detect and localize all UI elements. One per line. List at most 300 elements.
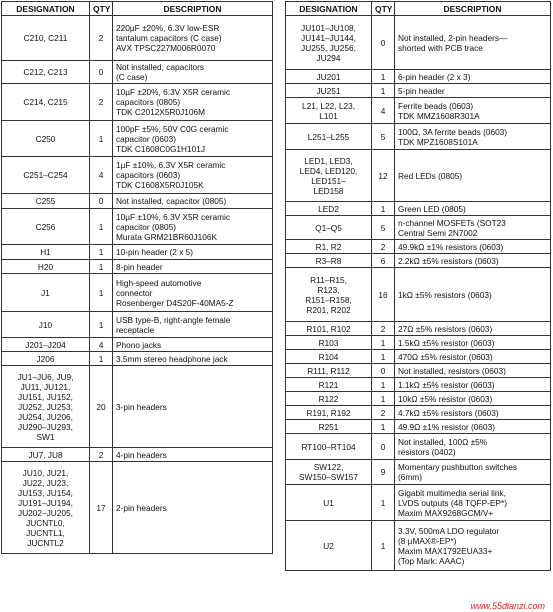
description-cell-line: 2.2kΩ ±5% resistors (0603) — [398, 255, 499, 266]
table-row — [286, 322, 551, 336]
qty-cell-line: 1 — [380, 379, 386, 390]
designation-cell-line: H20 — [37, 261, 54, 272]
designation-cell — [286, 521, 372, 571]
qty-cell-line: 6 — [380, 255, 386, 266]
description-cell — [395, 364, 551, 378]
designation-cell-line: U2 — [323, 540, 334, 551]
designation-cell — [286, 216, 372, 240]
description-cell-line: 1µF ±10%, 6.3V X5R ceramic — [116, 160, 226, 170]
designation-cell — [286, 70, 372, 84]
description-cell-line: 27Ω ±5% resistors (0603) — [398, 323, 493, 334]
description-cell — [113, 260, 273, 274]
qty-cell — [372, 240, 395, 254]
qty-cell-line: 4 — [380, 105, 386, 116]
qty-cell — [372, 216, 395, 240]
qty-cell — [90, 312, 113, 338]
designation-cell-line: JU10, JU21, — [22, 467, 69, 478]
table-row — [286, 124, 551, 150]
designation-cell-line: H1 — [40, 247, 51, 257]
description-cell — [395, 322, 551, 336]
designation-cell-line: JU191–JU194, — [18, 497, 73, 508]
qty-cell-line: 1 — [98, 133, 104, 144]
table-row — [286, 216, 551, 240]
description-cell-line: receptacle — [116, 324, 155, 335]
qty-cell — [372, 392, 395, 406]
bom-body-right — [286, 16, 551, 571]
description-cell — [395, 202, 551, 216]
description-cell-line: 10µF ±20%, 6.3V X5R ceramic — [116, 87, 231, 97]
qty-cell-line: 1 — [98, 319, 104, 330]
designation-cell-line: JU151, JU152, — [18, 391, 73, 402]
description-cell-line: TDK MPZ1608S101A — [398, 136, 478, 147]
qty-cell — [372, 16, 395, 70]
designation-cell-line: C256 — [35, 221, 56, 232]
qty-cell — [372, 150, 395, 202]
header-row — [2, 2, 273, 16]
description-cell — [395, 124, 551, 150]
table-row — [286, 378, 551, 392]
description-cell-line: shorted with PCB trace — [398, 42, 483, 53]
description-cell-line: tantalum capacitors (C case) — [116, 33, 222, 43]
qty-cell-line: 0 — [98, 196, 104, 206]
designation-cell-line: JU7, JU8 — [28, 449, 63, 460]
designation-cell-line: C250 — [35, 133, 56, 144]
description-cell-line: Maxim MAX9268GCM/V+ — [398, 507, 494, 518]
designation-cell-line: C210, C211 — [23, 33, 68, 43]
watermark-text: www.55dianzi.com — [470, 601, 545, 611]
qty-cell — [372, 84, 395, 98]
qty-cell-line: 1 — [98, 261, 104, 272]
qty-cell-line: 16 — [378, 289, 388, 300]
qty-cell-line: 5 — [380, 131, 386, 142]
qty-cell-line: 1 — [380, 421, 386, 432]
designation-cell-line: LED4, LED120, — [299, 165, 358, 176]
qty-cell — [372, 364, 395, 378]
qty-cell — [372, 521, 395, 571]
qty-cell — [372, 420, 395, 434]
description-cell — [395, 240, 551, 254]
qty-header: QTY — [372, 2, 395, 16]
description-cell-line: TDK C1608X5R0J105K — [116, 180, 204, 190]
description-cell — [395, 406, 551, 420]
description-cell-line: TDK C2012X5R0J106M — [116, 107, 206, 117]
designation-cell-line: R103 — [318, 337, 339, 348]
description-cell — [113, 274, 273, 312]
description-cell — [113, 312, 273, 338]
description-cell-line: Red LEDs (0805) — [398, 170, 463, 181]
designation-cell — [286, 420, 372, 434]
description-cell-line: 1.1kΩ ±5% resistor (0603) — [398, 379, 495, 390]
description-cell-line: connector — [116, 287, 153, 298]
qty-cell — [372, 336, 395, 350]
description-cell — [113, 352, 273, 366]
description-cell-line: 49.9Ω ±1% resistor (0603) — [398, 421, 495, 432]
designation-cell-line: C214, C215 — [23, 97, 68, 107]
designation-cell-line: JU290–JU293, — [18, 421, 73, 432]
description-cell — [395, 434, 551, 460]
designation-cell-line: SW122, — [313, 462, 344, 472]
designation-cell-line: JU294 — [316, 52, 341, 63]
qty-cell-line: 1 — [380, 203, 386, 214]
qty-cell — [372, 406, 395, 420]
description-cell-line: 2-pin headers — [116, 502, 167, 513]
description-cell-line: capacitor (0603) — [116, 133, 176, 144]
table-row — [2, 157, 273, 194]
designation-header: DESIGNATION — [2, 2, 90, 16]
designation-cell — [286, 150, 372, 202]
designation-cell — [286, 378, 372, 392]
designation-cell-line: LED1, LED3, — [304, 155, 353, 166]
qty-cell-line: 4 — [98, 170, 104, 180]
description-cell — [113, 84, 273, 121]
designation-cell — [286, 202, 372, 216]
table-row — [286, 521, 551, 571]
designation-cell — [286, 336, 372, 350]
designation-cell-line: R201, R202 — [306, 304, 351, 315]
description-cell — [395, 70, 551, 84]
qty-cell-line: 9 — [380, 467, 386, 477]
table-row — [286, 98, 551, 124]
designation-cell-line: Q1–Q5 — [315, 222, 342, 233]
qty-cell-line: 1 — [98, 221, 104, 232]
designation-cell-line: JU254, JU206, — [18, 411, 73, 422]
designation-cell-line: C212, C213 — [23, 67, 68, 77]
table-row — [2, 274, 273, 312]
description-cell — [395, 485, 551, 521]
table-row — [286, 460, 551, 485]
qty-cell — [90, 260, 113, 274]
description-cell-line: TDK MMZ1608R301A — [398, 110, 480, 121]
description-cell-line: resistors (0402) — [398, 446, 456, 457]
designation-cell-line: JU101–JU108, — [301, 22, 356, 33]
table-row — [286, 254, 551, 268]
designation-cell-line: R111, R112 — [307, 365, 350, 376]
description-cell-line: Momentary pushbutton switches — [398, 462, 517, 472]
designation-cell-line: SW150–SW157 — [298, 472, 359, 482]
description-cell-line: 100pF ±5%, 50V C0G ceramic — [116, 123, 229, 134]
description-cell-line: Murata GRM21BR60J106K — [116, 231, 217, 242]
description-cell-line: 3-pin headers — [116, 401, 167, 412]
designation-cell — [286, 240, 372, 254]
qty-header: QTY — [90, 2, 113, 16]
designation-cell-line: U1 — [323, 497, 334, 508]
designation-cell — [2, 352, 90, 366]
designation-cell-line: L251–L255 — [307, 131, 350, 142]
qty-cell-line: 1 — [380, 540, 386, 551]
qty-cell — [90, 209, 113, 245]
designation-cell-line: JU11, JU121, — [20, 381, 71, 392]
bom-table-right — [285, 1, 551, 571]
description-cell-line: 3.5mm stereo headphone jack — [116, 353, 228, 364]
designation-cell-line: JU141–JU144, — [301, 32, 356, 43]
qty-cell — [90, 448, 113, 462]
designation-cell — [286, 350, 372, 364]
table-row — [2, 462, 273, 554]
description-cell — [395, 460, 551, 485]
designation-cell-line: R104 — [318, 351, 339, 362]
description-cell-line: 49.9kΩ ±1% resistors (0603) — [398, 241, 504, 252]
designation-cell — [286, 84, 372, 98]
description-cell-line: Rosenberger D4S20F-40MA5-Z — [116, 297, 234, 308]
designation-cell — [2, 312, 90, 338]
description-cell-line: Green LED (0805) — [398, 203, 466, 214]
designation-cell — [286, 124, 372, 150]
qty-cell-line: 5 — [380, 222, 386, 233]
description-cell-line: (8 µMAX®-EP*) — [398, 535, 457, 546]
table-row — [286, 70, 551, 84]
description-cell — [113, 157, 273, 194]
designation-cell-line: R101, R102 — [306, 323, 351, 334]
qty-cell-line: 2 — [98, 449, 104, 460]
description-cell — [113, 194, 273, 209]
qty-cell-line: 1 — [380, 85, 386, 96]
designation-cell — [2, 194, 90, 209]
qty-cell-line: 2 — [380, 323, 386, 334]
description-cell — [395, 84, 551, 98]
description-cell — [395, 98, 551, 124]
description-cell — [395, 150, 551, 202]
table-row — [2, 121, 273, 157]
table-row — [286, 202, 551, 216]
qty-cell-line: 4 — [98, 339, 104, 350]
table-row — [286, 434, 551, 460]
designation-cell-line: R151–R158, — [305, 294, 352, 305]
qty-cell — [372, 322, 395, 336]
description-cell — [113, 448, 273, 462]
designation-cell-line: JU153, JU154, — [18, 487, 73, 498]
designation-cell-line: R121 — [318, 379, 339, 390]
table-row — [2, 312, 273, 338]
table-row — [2, 352, 273, 366]
description-cell-line: LVDS outputs (48 TQFP-EP*) — [398, 497, 507, 508]
designation-cell-line: LED158 — [313, 185, 344, 196]
description-cell-line: Central Semi 2N7002 — [398, 227, 478, 238]
designation-cell — [2, 338, 90, 352]
description-cell — [395, 16, 551, 70]
table-row — [2, 84, 273, 121]
description-cell-line: 10-pin header (2 x 5) — [116, 247, 194, 257]
designation-cell-line: L101 — [319, 110, 338, 121]
designation-cell-line: JU251 — [316, 85, 341, 96]
description-cell-line: Phono jacks — [116, 339, 162, 350]
description-cell-line: Not installed, 100Ω ±5% — [398, 436, 488, 447]
description-cell — [395, 254, 551, 268]
qty-cell — [372, 202, 395, 216]
description-cell-line: AVX TPSC227M006R0070 — [116, 43, 216, 53]
description-cell — [395, 336, 551, 350]
table-row — [2, 366, 273, 448]
description-cell-line: Gigabit multimedia serial link, — [398, 487, 506, 498]
description-cell-line: 220µF ±20%, 6.3V low-ESR — [116, 23, 220, 33]
description-cell — [395, 268, 551, 322]
table-row — [286, 240, 551, 254]
table-row — [286, 268, 551, 322]
description-cell — [395, 392, 551, 406]
table-row — [2, 194, 273, 209]
description-cell-line: 100Ω, 3A ferrite beads (0603) — [398, 126, 508, 137]
designation-cell-line: JU202–JU205, — [18, 507, 73, 518]
designation-cell-line: R123, — [317, 284, 340, 295]
qty-cell-line: 12 — [378, 170, 388, 181]
description-cell-line: 1kΩ ±5% resistors (0603) — [398, 289, 492, 300]
designation-cell — [286, 485, 372, 521]
qty-cell — [90, 121, 113, 157]
qty-cell-line: 1 — [380, 71, 386, 82]
designation-cell-line: R3–R8 — [315, 255, 342, 266]
table-row — [286, 392, 551, 406]
designation-cell — [2, 84, 90, 121]
designation-cell-line: JU1–JU6, JU9, — [17, 371, 74, 382]
designation-cell — [286, 322, 372, 336]
description-cell-line: 8-pin header — [116, 261, 163, 272]
table-row — [2, 448, 273, 462]
qty-cell — [90, 84, 113, 121]
description-cell — [395, 216, 551, 240]
designation-cell-line: LED2 — [318, 203, 339, 214]
qty-cell — [90, 16, 113, 61]
designation-cell — [2, 274, 90, 312]
designation-cell-line: R11–R15, — [310, 274, 347, 285]
table-row — [286, 16, 551, 70]
bom-table-left — [1, 1, 273, 554]
table-row — [2, 338, 273, 352]
table-row — [286, 84, 551, 98]
designation-cell — [2, 260, 90, 274]
designation-cell-line: J10 — [38, 319, 53, 330]
description-cell — [113, 61, 273, 84]
designation-cell-line: JU252, JU253, — [18, 401, 73, 412]
qty-cell — [372, 268, 395, 322]
description-cell-line: Not installed, 2-pin headers— — [398, 32, 508, 43]
description-cell-line: TDK C1608C0G1H101J — [116, 143, 206, 154]
designation-cell-line: JU255, JU256, — [301, 42, 356, 53]
designation-cell — [2, 157, 90, 194]
description-cell-line: 10µF ±10%, 6.3V X5R ceramic — [116, 211, 231, 222]
designation-cell-line: JUCNTL0, — [26, 517, 65, 528]
designation-cell — [2, 61, 90, 84]
description-cell-line: capacitors (0603) — [116, 170, 181, 180]
description-cell-line: 6-pin header (2 x 3) — [398, 71, 471, 82]
qty-cell-line: 17 — [96, 502, 106, 513]
description-cell-line: 4.7kΩ ±5% resistors (0603) — [398, 407, 499, 418]
description-cell-line: 1.5kΩ ±5% resistor (0603) — [398, 337, 495, 348]
qty-cell-line: 1 — [98, 247, 104, 257]
designation-cell-line: R122 — [318, 393, 339, 404]
table-row — [286, 364, 551, 378]
table-row — [2, 61, 273, 84]
description-cell-line: 3.3V, 500mA LDO regulator — [398, 525, 500, 536]
qty-cell-line: 2 — [98, 97, 104, 107]
qty-cell-line: 1 — [380, 337, 386, 348]
table-row — [286, 485, 551, 521]
table-row — [2, 209, 273, 245]
designation-cell — [286, 98, 372, 124]
qty-cell — [90, 462, 113, 554]
qty-cell — [90, 274, 113, 312]
designation-cell-line: C251–C254 — [23, 170, 68, 180]
designation-cell-line: JUCNTL2 — [27, 537, 64, 548]
qty-cell-line: 2 — [380, 241, 386, 252]
designation-cell-line: R191, R192 — [306, 407, 351, 418]
designation-cell — [286, 406, 372, 420]
qty-cell — [372, 460, 395, 485]
designation-cell-line: LED151– — [311, 175, 346, 186]
designation-cell-line: L21, L22, L23, — [301, 100, 356, 111]
designation-cell-line: J201–J204 — [25, 339, 66, 350]
description-cell-line: Maxim MAX1792EUA33+ — [398, 545, 493, 556]
description-cell-line: 10kΩ ±5% resistor (0603) — [398, 393, 493, 404]
description-cell-line: 4-pin headers — [116, 449, 167, 460]
qty-cell-line: 1 — [380, 497, 386, 508]
designation-cell-line: R1, R2 — [315, 241, 342, 252]
designation-cell — [2, 462, 90, 554]
qty-cell — [372, 70, 395, 84]
designation-cell — [286, 460, 372, 485]
designation-cell — [2, 209, 90, 245]
designation-cell — [2, 245, 90, 260]
designation-cell — [2, 121, 90, 157]
qty-cell — [90, 157, 113, 194]
description-cell-line: Not installed, capacitor (0805) — [116, 196, 227, 206]
qty-cell — [372, 378, 395, 392]
qty-cell — [90, 338, 113, 352]
designation-cell-line: JU201 — [316, 71, 341, 82]
designation-cell — [2, 448, 90, 462]
description-cell — [113, 16, 273, 61]
qty-cell — [90, 245, 113, 260]
designation-cell-line: C255 — [35, 196, 56, 206]
description-cell — [113, 245, 273, 260]
designation-cell — [286, 268, 372, 322]
qty-cell — [90, 194, 113, 209]
designation-cell — [286, 434, 372, 460]
description-header: DESCRIPTION — [113, 2, 273, 16]
description-cell-line: (Top Mark: AAAC) — [398, 555, 465, 566]
designation-cell-line: JUCNTL1, — [26, 527, 65, 538]
qty-cell-line: 2 — [98, 33, 104, 43]
table-row — [286, 336, 551, 350]
designation-header: DESIGNATION — [286, 2, 372, 16]
qty-cell-line: 1 — [380, 393, 386, 404]
designation-cell-line: SW1 — [36, 431, 55, 442]
description-cell — [395, 350, 551, 364]
qty-cell — [90, 352, 113, 366]
qty-cell-line: 20 — [96, 401, 106, 412]
description-cell-line: 470Ω ±5% resistor (0603) — [398, 351, 493, 362]
qty-cell — [90, 61, 113, 84]
table-row — [2, 260, 273, 274]
qty-cell-line: 2 — [380, 407, 386, 418]
table-row — [286, 406, 551, 420]
description-cell — [395, 521, 551, 571]
qty-cell-line: 0 — [380, 441, 386, 452]
description-cell-line: High-speed automotive — [116, 277, 202, 288]
description-cell-line: 5-pin header — [398, 85, 445, 96]
description-header: DESCRIPTION — [395, 2, 551, 16]
table-row — [286, 150, 551, 202]
qty-cell — [372, 124, 395, 150]
designation-cell — [2, 16, 90, 61]
designation-cell — [286, 254, 372, 268]
designation-cell-line: R251 — [318, 421, 339, 432]
qty-cell — [372, 254, 395, 268]
designation-cell-line: J206 — [36, 353, 55, 364]
designation-cell — [286, 364, 372, 378]
description-cell-line: USB type-B, right-angle female — [116, 314, 231, 325]
table-row — [286, 350, 551, 364]
qty-cell-line: 1 — [98, 353, 104, 364]
description-cell-line: capacitor (0805) — [116, 221, 176, 232]
